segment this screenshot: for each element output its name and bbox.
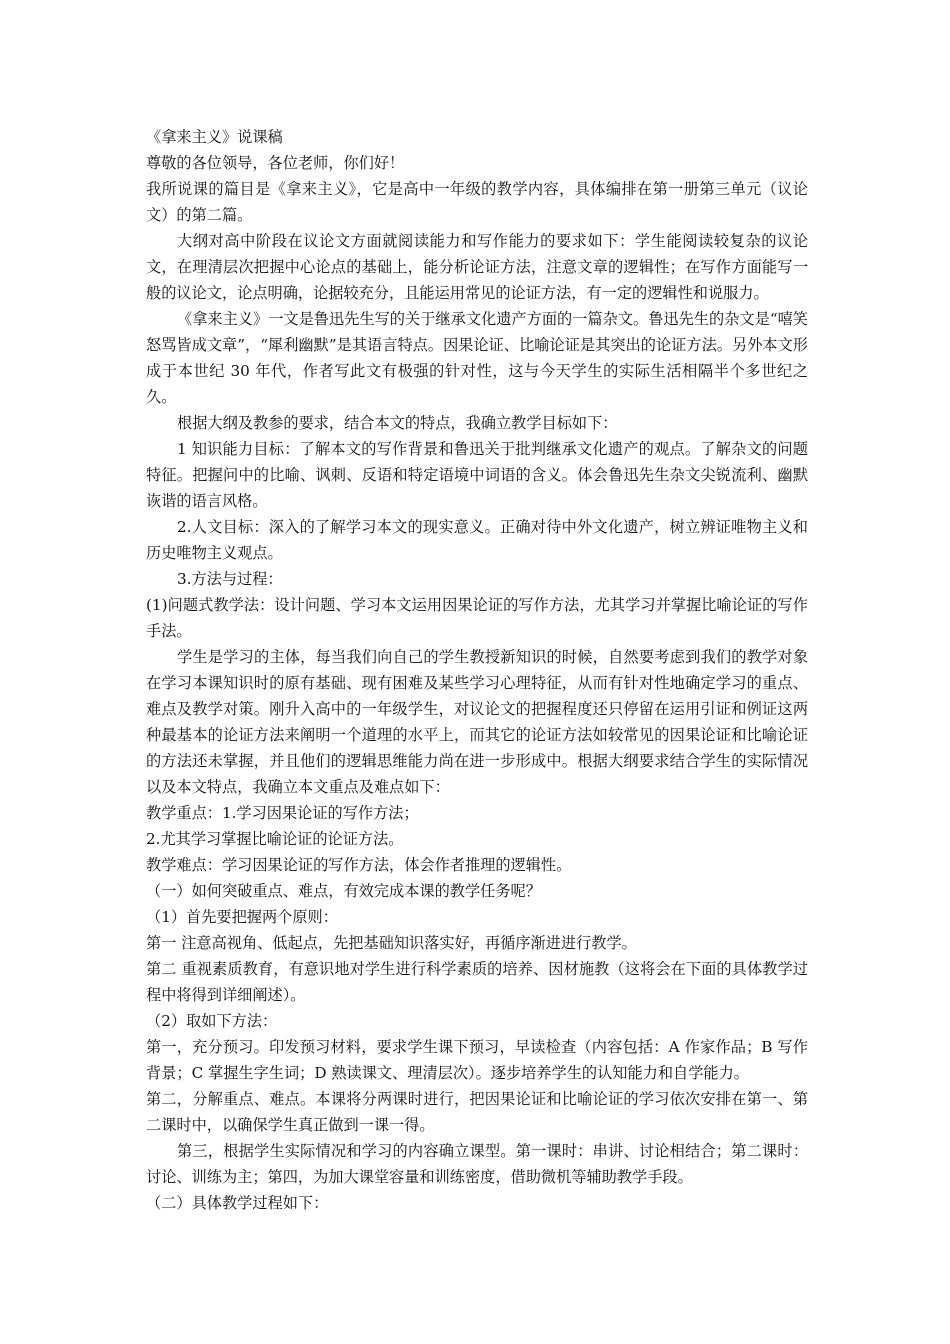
paragraph: 第二 重视素质教育，有意识地对学生进行科学素质的培养、因材施教（这将会在下面的具体教学过程中将得到详细阐述）。 [146,960,808,1004]
paragraph: 根据大纲及教参的要求，结合本文的特点，我确立教学目标如下： [177,414,618,432]
paragraph: 2.人文目标：深入的了解学习本文的现实意义。正确对待中外文化遗产，树立辨证唯物主义和历史唯物主义观点。 [146,518,808,562]
paragraph: 第一 注意高视角、低起点，先把基础知识落实好，再循序渐进进行教学。 [146,934,637,952]
paragraph: 第二，分解重点、难点。本课将分两课时进行，把因果论证和比喻论证的学习依次安排在第一、第二课时中，以确保学生真正做到一课一得。 [146,1090,808,1134]
paragraph: 1 知识能力目标：了解本文的写作背景和鲁迅关于批判继承文化遗产的观点。了解杂文的问题特征。把握问中的比喻、讽刺、反语和特定语境中词语的含义。体会鲁迅先生杂文尖锐流利、幽默诙谐的语言风格。 [146,440,808,510]
paragraph: （2）取如下方法： [146,1012,278,1030]
paragraph: 教学难点：学习因果论证的写作方法，体会作者推理的逻辑性。 [146,856,572,874]
paragraph: 大纲对高中阶段在议论文方面就阅读能力和写作能力的要求如下：学生能阅读较复杂的议论文，在理清层次把握中心论点的基础上，能分析论证方法，注意文章的逻辑性；在写作方面能写一般的议论文，论点明确，论据较充分，且能运用常见的论证方法，有一定的逻辑性和说服力。 [146,232,808,302]
paragraph: （一）如何突破重点、难点，有效完成本课的教学任务呢？ [146,882,541,900]
paragraph: 学生是学习的主体，每当我们向自己的学生教授新知识的时候，自然要考虑到我们的教学对象在学习本课知识时的原有基础、现有困难及某些学习心理特征，从而有针对性地确定学习的重点、难点及教学对策。刚升入高中的一年级学生，对议论文的把握程度还只停留在运用引证和例证这两种最基本的论证方法来阐明一个道理的水平上，而其它的论证方法如较常见的因果论证和比喻论证的方法还未掌握，并且他们的逻辑思维能力尚在进一步形成中。根据大纲要求结合学生的实际情况以及本文特点，我确立本文重点及难点如下： [146,648,808,796]
paragraph: 3.方法与过程： [177,570,283,588]
paragraph: 我所说课的篇目是《拿来主义》，它是高中一年级的教学内容，具体编排在第一册第三单元（议论文）的第二篇。 [146,180,808,224]
paragraph: 尊敬的各位领导，各位老师，你们好！ [146,154,405,172]
paragraph: 第三，根据学生实际情况和学习的内容确立课型。第一课时：串讲、讨论相结合；第二课时：讨论、训练为主；第四，为加大课堂容量和训练密度，借助微机等辅助教学手段。 [146,1142,808,1186]
paragraph: 《拿来主义》一文是鲁迅先生写的关于继承文化遗产方面的一篇杂文。鲁迅先生的杂文是“嘻笑怒骂皆成文章”，“犀利幽默”是其语言特点。因果论证、比喻论证是其突出的论证方法。另外本文形成于本世纪 30 年代，作者写此文有极强的针对性，这与今天学生的实际生活相隔半个多世纪之久。 [146,310,808,406]
document-page [146,124,808,1216]
paragraph: 教学重点：1.学习因果论证的写作方法； [146,804,419,822]
paragraph: （二）具体教学过程如下： [146,1194,329,1212]
paragraph: 第一，充分预习。印发预习材料，要求学生课下预习，早读检查（内容包括：A 作家作品；B 写作背景；C 掌握生字生词；D 熟读课文、理清层次）。逐步培养学生的认知能力和自学能力。 [146,1038,808,1082]
paragraph: (1)问题式教学法：设计问题、学习本文运用因果论证的写作方法，尤其学习并掌握比喻论证的写作手法。 [146,596,808,640]
document-title: 《拿来主义》说课稿 [146,128,283,146]
paragraph: 2.尤其学习掌握比喻论证的论证方法。 [146,830,404,848]
paragraph: （1）首先要把握两个原则： [146,908,338,926]
